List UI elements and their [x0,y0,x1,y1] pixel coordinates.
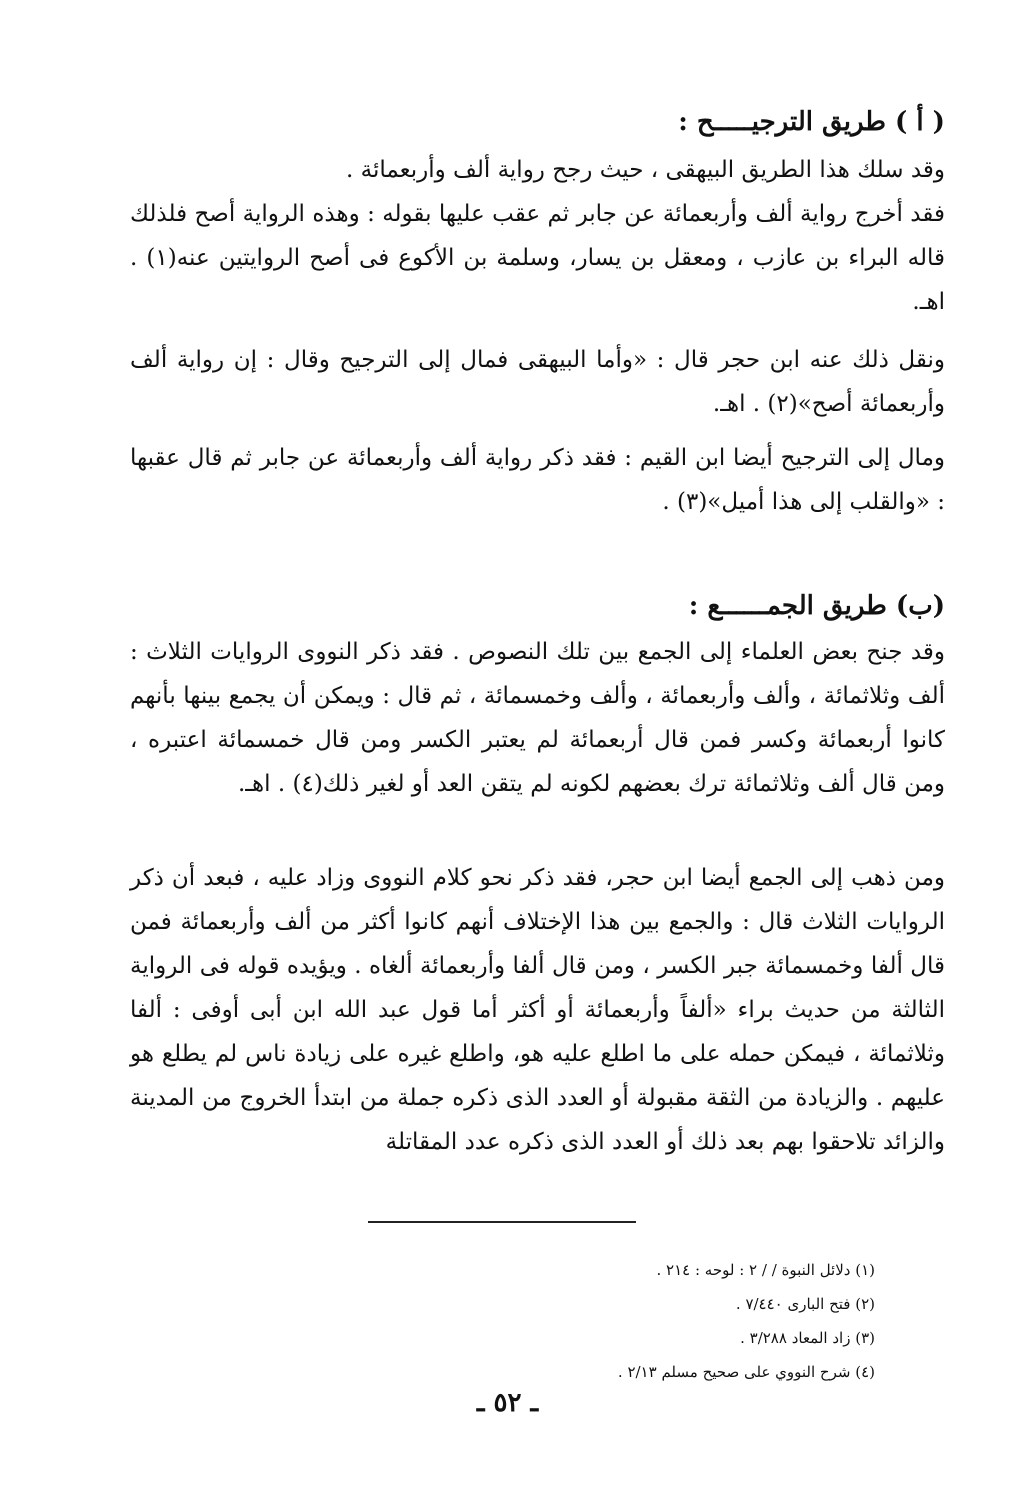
section-b-heading: (ب) طريق الجمــــــع : [688,591,945,621]
section-b-paragraph-2: ومن ذهب إلى الجمع أيضا ابن حجر، فقد ذكر نحو كلام النووى وزاد عليه ، فبعد أن ذكر الروايات الثلاث قال : والجمع بين هذا الإختلاف أنهم كانوا أكثر من ألف وأربعمائة فمن قال ألفا وخمسمائة جبر الكسر ، ومن قال ألفا وأربعمائة ألغاه . ويؤيده قوله فى الرواية الثالثة من حديث براء «ألفاً وأربعمائة أو أكثر أما قول عبد الله ابن أبى أوفى : ألفا وثلاثمائة ، فيمكن حمله على ما اطلع عليه هو، واطلع غيره على زيادة ناس لم يطلع هو عليهم . والزيادة من الثقة مقبولة أو العدد الذى ذكره جملة من ابتدأ الخروج من المدينة والزائد تلاحقوا بهم بعد ذلك أو العدد الذى ذكره عدد المقاتلة [130,865,945,1155]
section-a-paragraph-3: ونقل ذلك عنه ابن حجر قال : «وأما البيهقى فمال إلى الترجيح وقال : إن رواية ألف وأربعمائة أصح»(٢) . اهـ. [130,347,945,417]
section-a-paragraph-4: ومال إلى الترجيح أيضا ابن القيم : فقد ذكر رواية ألف وأربعمائة عن جابر ثم قال عقبها : «والقلب إلى هذا أميل»(٣) . [130,445,945,515]
footnote-2: (٢) فتح البارى ٧/٤٤٠ . [735,1295,875,1313]
section-a-heading: ( أ ) طريق الترجيـــــح : [678,107,945,137]
footnote-1: (١) دلائل النبوة / / ٢ : لوحه : ٢١٤ . [656,1261,875,1279]
page-number: ـ ٥٢ ـ [476,1388,539,1418]
section-b-paragraph-1: وقد جنح بعض العلماء إلى الجمع بين تلك النصوص . فقد ذكر النووى الروايات الثلاث : ألف وثلاثمائة ، وألف وأربعمائة ، وألف وخمسمائة ، ثم قال : ويمكن أن يجمع بينها بأنهم كانوا أربعمائة وكسر فمن قال أربعمائة لم يعتبر الكسر ومن قال خمسمائة اعتبره ، ومن قال ألف وثلاثمائة ترك بعضهم لكونه لم يتقن العد أو لغير ذلك(٤) . اهـ. [130,639,945,797]
section-a-paragraph-1: وقد سلك هذا الطريق البيهقى ، حيث رجح رواية ألف وأربعمائة . [345,157,945,183]
footnote-4: (٤) شرح النووي على صحيح مسلم ٢/١٣ . [617,1363,875,1381]
footnote-3: (٣) زاد المعاد ٣/٢٨٨ . [740,1329,875,1347]
section-a-paragraph-2: فقد أخرج رواية ألف وأربعمائة عن جابر ثم عقب عليها بقوله : وهذه الرواية أصح فلذلك قاله البراء بن عازب ، ومعقل بن يسار، وسلمة بن الأكوع فى أصح الروايتين عنه(١) . اهـ. [130,201,945,315]
footnote-divider [368,1221,636,1223]
footnotes-list [315,1253,875,1389]
